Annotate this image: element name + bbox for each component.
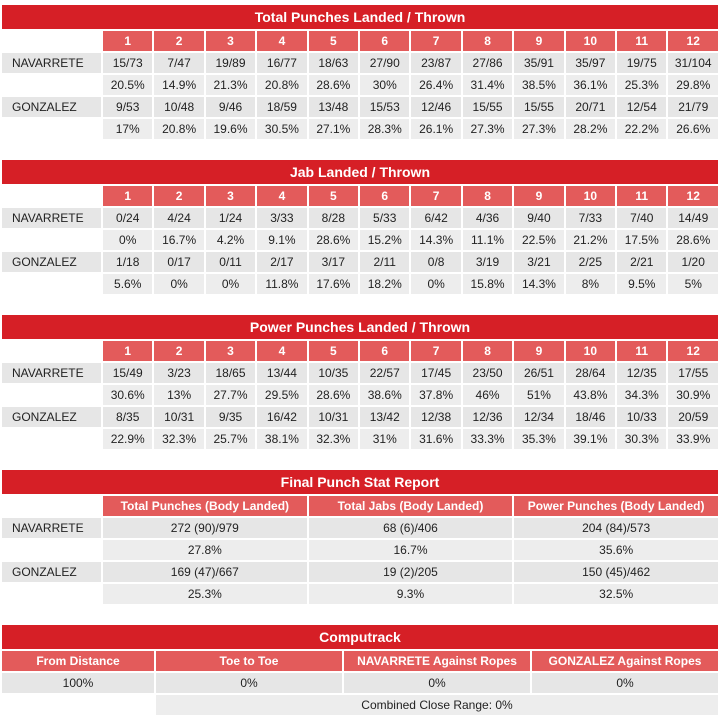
- round-header: 6: [360, 31, 409, 51]
- pct-cell: 30.3%: [617, 429, 666, 449]
- count-cell: 2/11: [360, 252, 409, 272]
- fighter-name: GONZALEZ: [2, 97, 101, 117]
- pct-cell: 32.3%: [309, 429, 358, 449]
- count-cell: 2/25: [566, 252, 615, 272]
- count-cell: 5/33: [360, 208, 409, 228]
- table-row: [2, 363, 718, 383]
- round-header: 7: [411, 31, 460, 51]
- pct-cell: 33.3%: [463, 429, 512, 449]
- computrack-header: GONZALEZ Against Ropes: [532, 651, 718, 671]
- pct-cell: 0%: [103, 230, 152, 250]
- count-cell: 31/104: [668, 53, 718, 73]
- count-cell: 13/42: [360, 407, 409, 427]
- pct-cell: 17%: [103, 119, 152, 139]
- final-report-table: [0, 468, 720, 606]
- count-cell: 12/36: [463, 407, 512, 427]
- count-cell: 18/63: [309, 53, 358, 73]
- pct-cell: 28.6%: [309, 385, 358, 405]
- final-header: Total Jabs (Body Landed): [309, 496, 513, 516]
- count-cell: 35/97: [566, 53, 615, 73]
- count-cell: 15/73: [103, 53, 152, 73]
- count-cell: 2/21: [617, 252, 666, 272]
- final-value-cell: 204 (84)/573: [514, 518, 718, 538]
- final-report-title: Final Punch Stat Report: [2, 470, 718, 494]
- round-header: 4: [257, 31, 306, 51]
- pct-cell: 0%: [411, 274, 460, 294]
- count-cell: 26/51: [514, 363, 563, 383]
- round-header: 2: [154, 31, 203, 51]
- pct-cell: 26.4%: [411, 75, 460, 95]
- round-header: 5: [309, 341, 358, 361]
- computrack-table: [0, 623, 720, 717]
- count-cell: 12/35: [617, 363, 666, 383]
- round-header: 11: [617, 341, 666, 361]
- count-cell: 9/40: [514, 208, 563, 228]
- round-header: 8: [463, 341, 512, 361]
- pct-cell: 16.7%: [154, 230, 203, 250]
- count-cell: 27/90: [360, 53, 409, 73]
- pct-cell: 51%: [514, 385, 563, 405]
- pct-cell: 27.3%: [463, 119, 512, 139]
- count-cell: 3/19: [463, 252, 512, 272]
- pct-cell: 29.5%: [257, 385, 306, 405]
- round-header: 1: [103, 341, 152, 361]
- pct-cell: 20.5%: [103, 75, 152, 95]
- pct-cell: 31.4%: [463, 75, 512, 95]
- round-header: 7: [411, 186, 460, 206]
- pct-cell: 28.2%: [566, 119, 615, 139]
- power-punches-section: [0, 313, 720, 451]
- final-header: Total Punches (Body Landed): [103, 496, 307, 516]
- count-cell: 0/11: [206, 252, 255, 272]
- computrack-value: 0%: [344, 673, 530, 693]
- final-pct-cell: 32.5%: [514, 584, 718, 604]
- count-cell: 12/38: [411, 407, 460, 427]
- computrack-value: 100%: [2, 673, 154, 693]
- pct-cell: 8%: [566, 274, 615, 294]
- count-cell: 15/49: [103, 363, 152, 383]
- count-cell: 1/24: [206, 208, 255, 228]
- round-header: 6: [360, 341, 409, 361]
- pct-cell: 22.9%: [103, 429, 152, 449]
- pct-cell: 36.1%: [566, 75, 615, 95]
- pct-cell: 30.5%: [257, 119, 306, 139]
- pct-cell: 14.3%: [514, 274, 563, 294]
- final-value-cell: 150 (45)/462: [514, 562, 718, 582]
- table-row: [2, 75, 718, 95]
- table-row: [2, 385, 718, 405]
- table-row: [2, 518, 718, 538]
- final-value-cell: 19 (2)/205: [309, 562, 513, 582]
- count-cell: 0/24: [103, 208, 152, 228]
- round-header: 2: [154, 186, 203, 206]
- pct-cell: 30.6%: [103, 385, 152, 405]
- table-row: [2, 540, 718, 560]
- round-header: 3: [206, 341, 255, 361]
- count-cell: 28/64: [566, 363, 615, 383]
- round-header: 8: [463, 186, 512, 206]
- pct-cell: 22.5%: [514, 230, 563, 250]
- pct-cell: 31.6%: [411, 429, 460, 449]
- pct-cell: 29.8%: [668, 75, 718, 95]
- count-cell: 13/48: [309, 97, 358, 117]
- count-cell: 18/65: [206, 363, 255, 383]
- count-cell: 0/8: [411, 252, 460, 272]
- fighter-name: GONZALEZ: [2, 407, 101, 427]
- final-pct-cell: 25.3%: [103, 584, 307, 604]
- pct-cell: 18.2%: [360, 274, 409, 294]
- final-report-section: [0, 468, 720, 606]
- round-header: 11: [617, 186, 666, 206]
- round-header: 1: [103, 186, 152, 206]
- count-cell: 12/34: [514, 407, 563, 427]
- count-cell: 15/55: [463, 97, 512, 117]
- final-pct-cell: 27.8%: [103, 540, 307, 560]
- pct-cell: 28.6%: [309, 75, 358, 95]
- computrack-value: 0%: [532, 673, 718, 693]
- count-cell: 7/40: [617, 208, 666, 228]
- final-pct-cell: 35.6%: [514, 540, 718, 560]
- count-cell: 16/42: [257, 407, 306, 427]
- table-row: [2, 429, 718, 449]
- pct-cell: 38.6%: [360, 385, 409, 405]
- pct-cell: 4.2%: [206, 230, 255, 250]
- count-cell: 20/59: [668, 407, 718, 427]
- count-cell: 17/55: [668, 363, 718, 383]
- round-header: 5: [309, 31, 358, 51]
- pct-cell: 5%: [668, 274, 718, 294]
- pct-cell: 0%: [154, 274, 203, 294]
- pct-cell: 26.6%: [668, 119, 718, 139]
- count-cell: 9/46: [206, 97, 255, 117]
- pct-cell: 31%: [360, 429, 409, 449]
- count-cell: 10/48: [154, 97, 203, 117]
- combined-close-range: Combined Close Range: 0%: [156, 695, 718, 715]
- total-punches-title: Total Punches Landed / Thrown: [2, 5, 718, 29]
- count-cell: 12/54: [617, 97, 666, 117]
- count-cell: 2/17: [257, 252, 306, 272]
- count-cell: 27/86: [463, 53, 512, 73]
- pct-cell: 32.3%: [154, 429, 203, 449]
- count-cell: 9/35: [206, 407, 255, 427]
- fighter-name: GONZALEZ: [2, 562, 101, 582]
- pct-cell: 9.5%: [617, 274, 666, 294]
- count-cell: 3/23: [154, 363, 203, 383]
- total-punches-section: [0, 3, 720, 141]
- round-header: 3: [206, 31, 255, 51]
- count-cell: 18/59: [257, 97, 306, 117]
- count-cell: 1/18: [103, 252, 152, 272]
- fighter-name: GONZALEZ: [2, 252, 101, 272]
- pct-cell: 19.6%: [206, 119, 255, 139]
- round-header: 12: [668, 341, 718, 361]
- count-cell: 20/71: [566, 97, 615, 117]
- table-row: [2, 695, 718, 715]
- count-cell: 6/42: [411, 208, 460, 228]
- pct-cell: 39.1%: [566, 429, 615, 449]
- count-cell: 10/33: [617, 407, 666, 427]
- pct-cell: 33.9%: [668, 429, 718, 449]
- pct-cell: 21.3%: [206, 75, 255, 95]
- computrack-section: [0, 623, 720, 717]
- round-header: 2: [154, 341, 203, 361]
- pct-cell: 25.7%: [206, 429, 255, 449]
- pct-cell: 35.3%: [514, 429, 563, 449]
- pct-cell: 13%: [154, 385, 203, 405]
- round-header: 1: [103, 31, 152, 51]
- count-cell: 17/45: [411, 363, 460, 383]
- power-punches-table: [0, 313, 720, 451]
- computrack-header: NAVARRETE Against Ropes: [344, 651, 530, 671]
- count-cell: 18/46: [566, 407, 615, 427]
- pct-cell: 27.3%: [514, 119, 563, 139]
- round-header: 9: [514, 341, 563, 361]
- table-row: [2, 252, 718, 272]
- count-cell: 3/21: [514, 252, 563, 272]
- count-cell: 16/77: [257, 53, 306, 73]
- count-cell: 35/91: [514, 53, 563, 73]
- count-cell: 13/44: [257, 363, 306, 383]
- final-value-cell: 272 (90)/979: [103, 518, 307, 538]
- pct-cell: 21.2%: [566, 230, 615, 250]
- count-cell: 3/17: [309, 252, 358, 272]
- round-header: 5: [309, 186, 358, 206]
- pct-cell: 17.6%: [309, 274, 358, 294]
- computrack-header: Toe to Toe: [156, 651, 342, 671]
- count-cell: 0/17: [154, 252, 203, 272]
- table-row: [2, 562, 718, 582]
- round-header: 10: [566, 341, 615, 361]
- pct-cell: 28.3%: [360, 119, 409, 139]
- count-cell: 7/33: [566, 208, 615, 228]
- count-cell: 14/49: [668, 208, 718, 228]
- pct-cell: 15.8%: [463, 274, 512, 294]
- pct-cell: 28.6%: [668, 230, 718, 250]
- count-cell: 3/33: [257, 208, 306, 228]
- pct-cell: 20.8%: [257, 75, 306, 95]
- round-header: 8: [463, 31, 512, 51]
- round-header: 4: [257, 186, 306, 206]
- table-row: [2, 407, 718, 427]
- count-cell: 8/28: [309, 208, 358, 228]
- table-row: [2, 208, 718, 228]
- pct-cell: 26.1%: [411, 119, 460, 139]
- pct-cell: 14.3%: [411, 230, 460, 250]
- power-punches-title: Power Punches Landed / Thrown: [2, 315, 718, 339]
- round-header: 3: [206, 186, 255, 206]
- pct-cell: 20.8%: [154, 119, 203, 139]
- pct-cell: 17.5%: [617, 230, 666, 250]
- table-row: [2, 119, 718, 139]
- count-cell: 8/35: [103, 407, 152, 427]
- count-cell: 22/57: [360, 363, 409, 383]
- pct-cell: 30%: [360, 75, 409, 95]
- pct-cell: 14.9%: [154, 75, 203, 95]
- pct-cell: 11.8%: [257, 274, 306, 294]
- round-header: 10: [566, 31, 615, 51]
- count-cell: 23/87: [411, 53, 460, 73]
- count-cell: 9/53: [103, 97, 152, 117]
- jab-section: [0, 158, 720, 296]
- pct-cell: 46%: [463, 385, 512, 405]
- jab-table: [0, 158, 720, 296]
- table-row: [2, 230, 718, 250]
- pct-cell: 43.8%: [566, 385, 615, 405]
- count-cell: 7/47: [154, 53, 203, 73]
- fighter-name: NAVARRETE: [2, 208, 101, 228]
- count-cell: 23/50: [463, 363, 512, 383]
- count-cell: 10/35: [309, 363, 358, 383]
- count-cell: 1/20: [668, 252, 718, 272]
- round-header: 6: [360, 186, 409, 206]
- table-row: [2, 673, 718, 693]
- pct-cell: 5.6%: [103, 274, 152, 294]
- final-pct-cell: 16.7%: [309, 540, 513, 560]
- pct-cell: 27.7%: [206, 385, 255, 405]
- final-value-cell: 68 (6)/406: [309, 518, 513, 538]
- table-row: [2, 53, 718, 73]
- count-cell: 10/31: [154, 407, 203, 427]
- pct-cell: 37.8%: [411, 385, 460, 405]
- pct-cell: 38.5%: [514, 75, 563, 95]
- pct-cell: 25.3%: [617, 75, 666, 95]
- round-header: 9: [514, 186, 563, 206]
- fighter-name: NAVARRETE: [2, 53, 101, 73]
- pct-cell: 9.1%: [257, 230, 306, 250]
- count-cell: 10/31: [309, 407, 358, 427]
- pct-cell: 27.1%: [309, 119, 358, 139]
- round-header: 4: [257, 341, 306, 361]
- round-header: 12: [668, 186, 718, 206]
- pct-cell: 0%: [206, 274, 255, 294]
- computrack-value: 0%: [156, 673, 342, 693]
- count-cell: 19/89: [206, 53, 255, 73]
- total-punches-table: [0, 3, 720, 141]
- pct-cell: 28.6%: [309, 230, 358, 250]
- fighter-name: NAVARRETE: [2, 518, 101, 538]
- pct-cell: 38.1%: [257, 429, 306, 449]
- round-header: 11: [617, 31, 666, 51]
- pct-cell: 34.3%: [617, 385, 666, 405]
- fighter-name: NAVARRETE: [2, 363, 101, 383]
- final-pct-cell: 9.3%: [309, 584, 513, 604]
- pct-cell: 15.2%: [360, 230, 409, 250]
- computrack-header: From Distance: [2, 651, 154, 671]
- table-row: [2, 274, 718, 294]
- pct-cell: 30.9%: [668, 385, 718, 405]
- jab-title: Jab Landed / Thrown: [2, 160, 718, 184]
- round-header: 9: [514, 31, 563, 51]
- count-cell: 4/24: [154, 208, 203, 228]
- table-row: [2, 584, 718, 604]
- table-row: [2, 97, 718, 117]
- computrack-title: Computrack: [2, 625, 718, 649]
- count-cell: 4/36: [463, 208, 512, 228]
- pct-cell: 22.2%: [617, 119, 666, 139]
- round-header: 12: [668, 31, 718, 51]
- count-cell: 12/46: [411, 97, 460, 117]
- pct-cell: 11.1%: [463, 230, 512, 250]
- count-cell: 21/79: [668, 97, 718, 117]
- count-cell: 19/75: [617, 53, 666, 73]
- final-value-cell: 169 (47)/667: [103, 562, 307, 582]
- count-cell: 15/55: [514, 97, 563, 117]
- round-header: 10: [566, 186, 615, 206]
- final-header: Power Punches (Body Landed): [514, 496, 718, 516]
- count-cell: 15/53: [360, 97, 409, 117]
- round-header: 7: [411, 341, 460, 361]
